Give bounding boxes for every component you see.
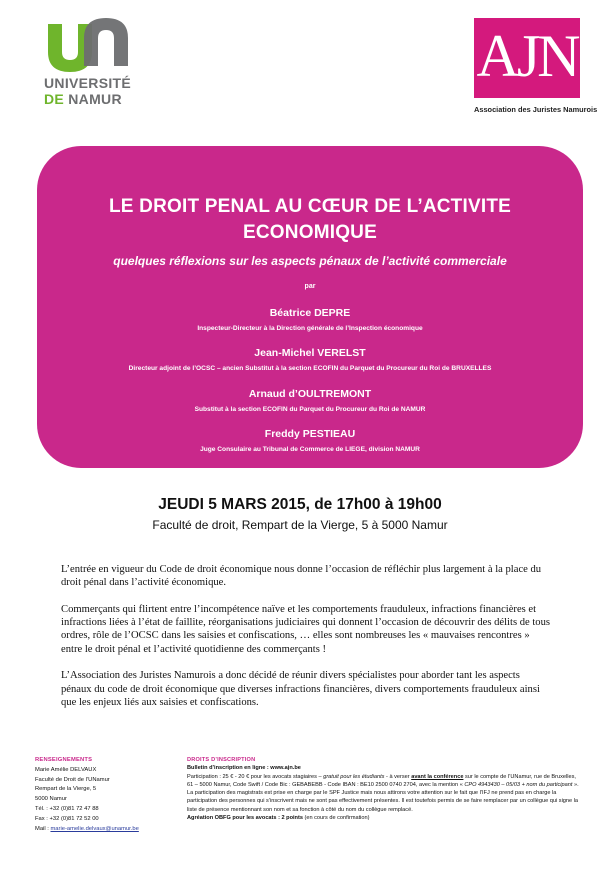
contact-tel: Tél. : +32 (0)81 72 47 88 <box>35 805 99 812</box>
paragraph-3: L’Association des Juristes Namurois a donc décidé de réunir divers spécialistes pour aborder tant les aspects pénaux du code de droit économique que diverses infractions financières, divers comportements frauduleux ainsi que les enjeux liés aux saisies et confiscations. <box>61 670 540 708</box>
ajn-letters: AJN <box>476 23 578 89</box>
event-title-line1: LE DROIT PENAL AU CŒUR DE L’ACTIVITE <box>109 196 511 217</box>
contact-address-2: Rempart de la Vierge, 5 <box>35 786 97 793</box>
event-title <box>37 194 583 246</box>
agreement-status: (en cours de confirmation) <box>302 815 370 822</box>
contact-address-3: 5000 Namur <box>35 796 67 803</box>
contact-heading: RENSEIGNEMENTS <box>35 757 93 763</box>
body-text <box>61 563 553 723</box>
unamur-logo <box>44 18 134 110</box>
contact-info <box>35 756 185 834</box>
unamur-de: DE <box>44 91 65 107</box>
participation-ref: CPO 4943430 – 05/03 + nom du participant <box>464 781 573 788</box>
registration-participation <box>187 773 583 790</box>
agreement-points: Agréation OBFG pour les avocats : 2 points <box>187 815 303 822</box>
participation-free: gratuit pour les étudiants <box>323 773 385 780</box>
speaker-1 <box>37 306 583 334</box>
paragraph-1: L’entrée en vigueur du Code de droit économique nous donne l’occasion de réfléchir plus largement à la place du droit pénal dans l’activité économique. <box>61 564 542 589</box>
registration-note: La participation des magistrats est prise en charge par le SPF Justice mais nous attirons votre attention sur le fait que l’IFJ ne prend pas en charge la participation des personnes qui s’inscrivent mais ne sont pas effectivement présentes. Il est toutefois permis de se faire remplacer par un collègue qui signe la liste de présence mentionnant son nom et sa fonction à côté du nom du collègue remplacé. <box>187 790 579 813</box>
speaker-role: Juge Consulaire au Tribunal de Commerce de LIEGE, division NAMUR <box>200 446 420 453</box>
registration-heading: DROITS D’INSCRIPTION <box>187 757 256 763</box>
contact-mail-row <box>35 825 185 835</box>
speaker-3 <box>37 387 583 415</box>
participation-avant: avant la conférence <box>411 773 464 780</box>
speaker-name: Jean-Michel VERELST <box>254 347 366 359</box>
unamur-wordmark-line2 <box>44 91 122 107</box>
event-banner <box>37 146 583 468</box>
event-subtitle: quelques réflexions sur les aspects pénaux de l’activité commerciale <box>113 254 507 268</box>
paragraph-2: Commerçants qui flirtent entre l’incompétence naïve et les comportements frauduleux, infractions financières et infractions liées à l’état de faillite, réorganisations judiciaires qui donnent l’occasion de découvrir des délits de tous ordres, rôle de l’OCSC dans les saisies et confiscations, … elles sont nombreuses les « mauvaises rencontres » entre le droit pénal et l’activité quotidienne des commerçants ! <box>61 604 551 655</box>
contact-address-1: Faculté de Droit de l’UNamur <box>35 776 110 783</box>
ajn-logo <box>474 18 598 116</box>
participation-text-a: Participation : 25 € - 20 € pour les avocats stagiaires – <box>187 773 324 780</box>
ajn-logo-box <box>474 18 580 98</box>
contact-fax: Fax : +32 (0)81 72 52 00 <box>35 815 99 822</box>
unamur-namur: NAMUR <box>68 91 122 107</box>
registration-info <box>187 756 583 822</box>
ajn-subtitle: Association des Juristes Namurois <box>474 105 598 114</box>
speaker-name: Freddy PESTIEAU <box>264 428 356 440</box>
event-title-line2: ECONOMIQUE <box>243 222 377 243</box>
speaker-2 <box>37 346 583 374</box>
participation-text-d: ». <box>572 781 579 788</box>
contact-mail-link[interactable]: marie-amelie.delvaux@unamur.be <box>50 825 139 832</box>
speaker-4 <box>37 427 583 455</box>
contact-name: Marie Amélie DELVAUX <box>35 766 97 773</box>
speaker-role: Directeur adjoint de l’OCSC – ancien Substitut à la section ECOFIN du Parquet du Procureur du Roi de BRUXELLES <box>128 365 492 372</box>
registration-bulletin[interactable]: Bulletin d’inscription en ligne : www.ajn.be <box>187 765 301 772</box>
speaker-role: Substitut à la section ECOFIN du Parquet du Procureur du Roi de NAMUR <box>194 406 426 413</box>
event-place: Faculté de droit, Rempart de la Vierge, 5 à 5000 Namur <box>152 518 448 532</box>
participation-text-c: sur le compte de l’UNamur, rue de Bruxelles, 61 – 5000 Namur, Code Swift / Code Bic : GEBABEBB - Code IBAN : BE10 2500 0740 2704, avec la mention « <box>187 773 576 788</box>
speaker-name: Arnaud d’OULTREMONT <box>248 388 372 400</box>
speaker-name: Béatrice DEPRE <box>269 307 351 319</box>
participation-text-b: - à verser <box>384 773 412 780</box>
event-date: JEUDI 5 MARS 2015, de 17h00 à 19h00 <box>158 496 442 513</box>
unamur-u-n-icon <box>46 18 130 72</box>
registration-agreement <box>187 814 583 822</box>
contact-mail-label: Mail : <box>35 825 51 832</box>
unamur-wordmark-line1: UNIVERSITÉ <box>44 75 132 91</box>
par-label: par <box>304 283 316 290</box>
speaker-role: Inspecteur-Directeur à la Direction générale de l’Inspection économique <box>197 325 423 332</box>
